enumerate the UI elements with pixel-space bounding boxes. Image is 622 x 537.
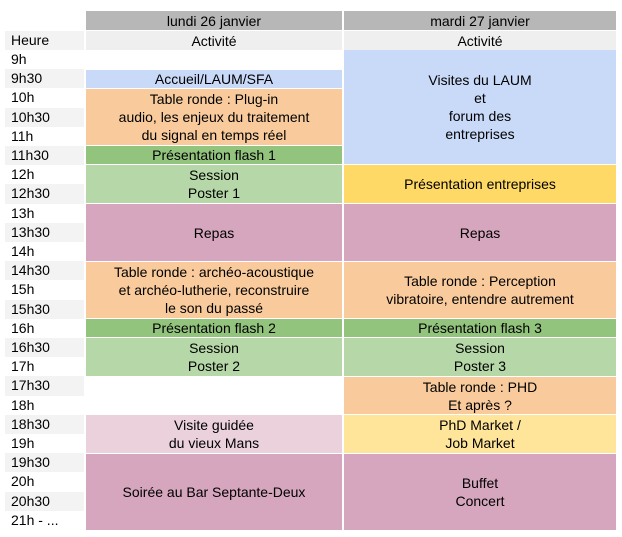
hour-label: 13h <box>11 204 35 221</box>
day1-presentation-flash-2: Présentation flash 2 <box>86 319 342 337</box>
hour-label: 11h30 <box>11 147 49 163</box>
hour-label: 15h30 <box>11 300 50 317</box>
hour-label: 10h <box>11 89 35 106</box>
hour-label: 20h30 <box>11 492 50 509</box>
day1-visite-guidee: Visite guidée du vieux Mans <box>86 415 342 453</box>
hour-label: 18h <box>11 396 35 413</box>
day2-visites-laum: Visites du LAUM et forum des entreprises <box>344 50 616 164</box>
day2-buffet-concert: Buffet Concert <box>344 454 616 530</box>
hour-label: 12h30 <box>11 185 50 202</box>
day2-phd-market: PhD Market / Job Market <box>344 415 616 453</box>
day2-session-poster-3: Session Poster 3 <box>344 338 616 376</box>
hour-label: 14h <box>11 243 35 259</box>
day1-table-ronde-plugin: Table ronde : Plug-in audio, les enjeux du traitement du signal en temps réel <box>86 89 342 145</box>
day2-table-ronde-perception: Table ronde : Perception vibratoire, entendre autrement <box>344 262 616 318</box>
hour-label: 16h <box>11 319 35 336</box>
hour-label: 18h30 <box>11 415 50 432</box>
day1-empty-17h30 <box>86 377 342 414</box>
day2-presentation-flash-3: Présentation flash 3 <box>344 319 616 337</box>
hour-label: 17h30 <box>11 377 50 394</box>
hour-column-header: Heure <box>11 32 50 48</box>
day1-session-poster-2: Session Poster 2 <box>86 338 342 376</box>
day1-table-ronde-archeo: Table ronde : archéo-acoustique et archéo-lutherie, reconstruire le son du passé <box>86 262 342 318</box>
hour-label: 11h <box>11 127 34 144</box>
hour-label: 9h30 <box>11 70 43 87</box>
day1-empty-9h <box>86 50 342 69</box>
day2-header: mardi 27 janvier <box>344 11 616 30</box>
day2-presentation-entreprises: Présentation entreprises <box>344 165 616 203</box>
hour-label: 19h <box>11 435 35 451</box>
hour-label: 10h30 <box>11 108 50 125</box>
hour-label: 9h <box>11 51 27 67</box>
day2-activity-header: Activité <box>344 31 616 50</box>
hour-label: 21h - ... <box>11 511 59 528</box>
hour-label: 14h30 <box>11 262 50 279</box>
hour-label: 13h30 <box>11 223 50 240</box>
hour-label: 16h30 <box>11 339 50 355</box>
day2-table-ronde-phd: Table ronde : PHD Et après ? <box>344 377 616 414</box>
day1-session-poster-1: Session Poster 1 <box>86 165 342 203</box>
day1-soiree: Soirée au Bar Septante-Deux <box>86 454 342 530</box>
day1-accueil: Accueil/LAUM/SFA <box>86 70 342 88</box>
day2-repas: Repas <box>344 204 616 261</box>
hour-label: 12h <box>11 166 35 183</box>
hour-label: 15h <box>11 281 35 298</box>
day1-header: lundi 26 janvier <box>86 11 342 30</box>
hour-label: 19h30 <box>11 454 50 471</box>
hour-label: 20h <box>11 473 35 490</box>
day1-repas: Repas <box>86 204 342 261</box>
hour-label: 17h <box>11 358 35 375</box>
day1-presentation-flash-1: Présentation flash 1 <box>86 146 342 164</box>
day1-activity-header: Activité <box>86 31 342 50</box>
